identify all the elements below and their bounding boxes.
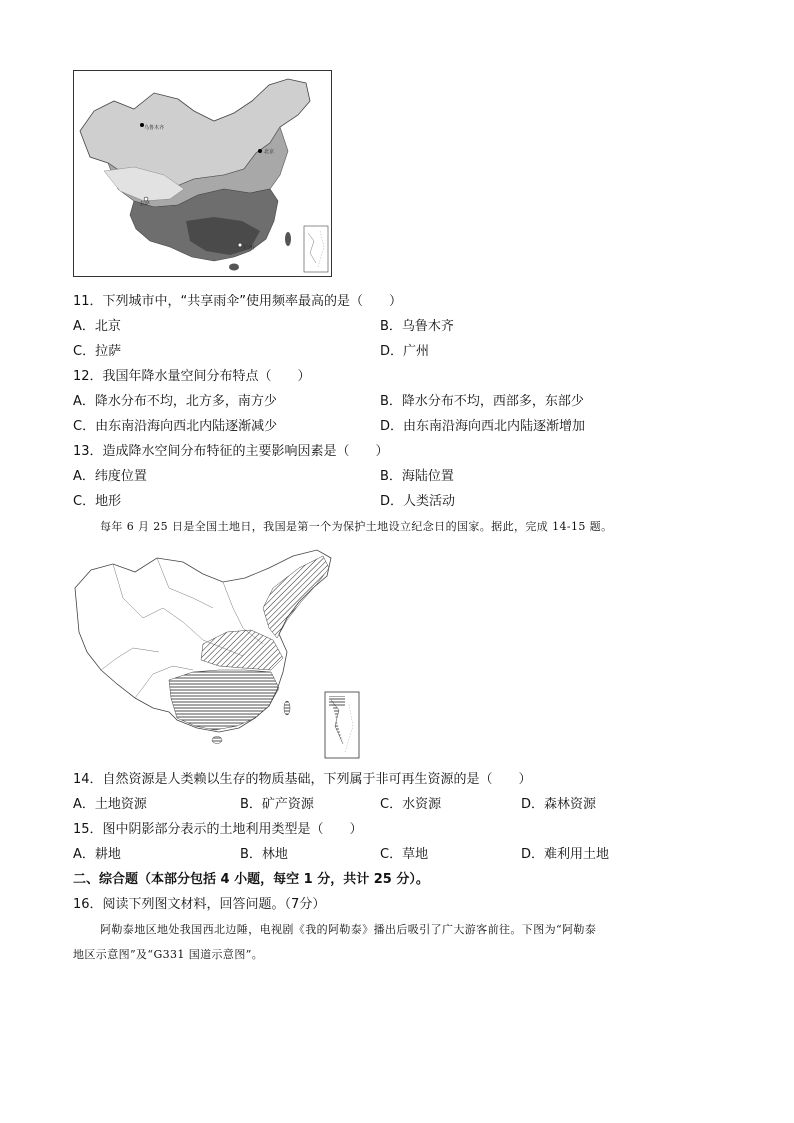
question-15-option-b: B．林地 (240, 847, 288, 862)
question-13-option-d: D．人类活动 (380, 494, 456, 509)
intro-14-15: 每年 6 月 25 日是全国土地日，我国是第一个为保护土地设立纪念日的国家。据此，完成 14-15 题。 (100, 520, 613, 533)
precipitation-map (73, 70, 332, 277)
beijing-label: 北京 (264, 149, 275, 155)
land-use-hatch-south (169, 670, 279, 730)
section-2-heading: 二、综合题（本部分包括 4 小题，每空 1 分，共计 25 分）。 (73, 872, 429, 887)
guangzhou-marker (238, 243, 242, 247)
beijing-marker (258, 149, 262, 153)
lhasa-label: 拉萨 (140, 201, 151, 207)
urumqi-label: 乌鲁木齐 (144, 125, 165, 131)
question-12-option-b: B．降水分布不均，西部多，东部少 (380, 394, 584, 409)
precipitation-map-svg (74, 71, 331, 276)
question-14-option-c: C．水资源 (380, 797, 442, 812)
question-12-option-a: A．降水分布不均，北方多，南方少 (73, 394, 277, 409)
question-11-option-a: A．北京 (73, 319, 121, 334)
question-11-option-c: C．拉萨 (73, 344, 122, 359)
question-12-option-d: D．由东南沿海向西北内陆逐渐增加 (380, 419, 586, 434)
question-12-stem: 12．我国年降水量空间分布特点（ ） (73, 369, 311, 384)
question-15-option-c: C．草地 (380, 847, 429, 862)
land-use-hainan (212, 737, 222, 744)
question-11-option-d: D．广州 (380, 344, 430, 359)
question-15-option-d: D．难利用土地 (521, 847, 610, 862)
question-11-option-b: B．乌鲁木齐 (380, 319, 454, 334)
guangzhou-label: 广州 (244, 245, 255, 251)
question-16-material-line2: 地区示意图”及“G331 国道示意图”。 (73, 948, 264, 961)
map-taiwan (285, 232, 291, 246)
question-13-option-c: C．地形 (73, 494, 122, 509)
question-14-option-d: D．森林资源 (521, 797, 597, 812)
question-16-stem: 16．阅读下列图文材料，回答问题。（7分） (73, 897, 326, 912)
question-15-option-a: A．耕地 (73, 847, 121, 862)
question-14-option-b: B．矿产资源 (240, 797, 314, 812)
question-16-material-line1: 阿勒泰地区地处我国西北边陲，电视剧《我的阿勒泰》播出后吸引了广大游客前往。下图为“阿勒泰 (100, 923, 597, 936)
land-use-taiwan (284, 701, 290, 715)
question-15-stem: 15．图中阴影部分表示的土地利用类型是（ ） (73, 822, 363, 837)
map-hainan (229, 264, 239, 271)
land-use-map (73, 548, 373, 760)
land-use-map-svg (73, 548, 373, 760)
question-11-stem: 11．下列城市中，“共享雨伞”使用频率最高的是（ ） (73, 294, 403, 309)
question-14-option-a: A．土地资源 (73, 797, 147, 812)
question-13-option-b: B．海陆位置 (380, 469, 454, 484)
question-13-option-a: A．纬度位置 (73, 469, 147, 484)
question-14-stem: 14．自然资源是人类赖以生存的物质基础，下列属于非可再生资源的是（ ） (73, 772, 532, 787)
question-12-option-c: C．由东南沿海向西北内陆逐渐减少 (73, 419, 278, 434)
question-13-stem: 13．造成降水空间分布特征的主要影响因素是（ ） (73, 444, 389, 459)
south-china-sea-inset (304, 226, 328, 272)
